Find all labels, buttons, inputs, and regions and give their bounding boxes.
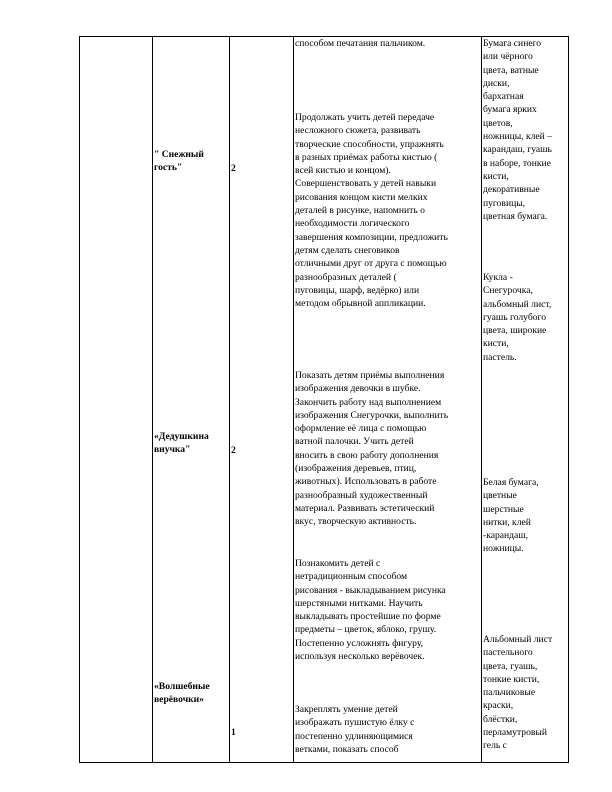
lesson-hours: 2: [231, 445, 236, 456]
lesson-materials: Бумага синего или чёрного цвета, ватные диски, бархатная бумага ярких цветов, ножницы, клей – карандаш, гуашь в наборе, тонкие кисти, декоративные пуговицы, цветная бумага.: [483, 38, 553, 222]
column-border-6: [568, 36, 569, 762]
lesson-content: Закреплять умение детей изображать пушистую ёлку с постепенно удлиняющимися ветками, показать способ: [295, 704, 415, 755]
column-border-4: [293, 36, 294, 762]
lesson-materials: Альбомный лист пастельного цвета, гуашь, тонкие кисти, пальчиковые краски, блёстки, перламутровый гель с: [483, 634, 553, 752]
column-border-2: [152, 36, 153, 762]
lesson-hours: 1: [231, 727, 236, 738]
lesson-title: " Снежный гость": [154, 149, 204, 174]
lesson-content: Продолжать учить детей передаче несложного сюжета, развивать творческие способности, упражнять в разных приёмах работы кистью ( всей кистью и концом). Совершенствовать у детей навыки рисования концом кисти мелких деталей в рисунке, напомнить о необходимости логического завершения композиции, предложить детям сделать снеговиков отличными друг от друга с помощью разнообразных деталей ( пуговицы, шарф, ведёрко) или методом обрывной аппликации.: [295, 112, 448, 310]
lesson-hours: 2: [231, 163, 236, 174]
table-bottom-border: [79, 762, 569, 763]
lesson-materials: Белая бумага, цветные шерстные нитки, клей -карандаш, ножницы.: [483, 477, 539, 555]
lesson-title: «Дедушкина внучка": [154, 431, 209, 456]
lesson-content: Показать детям приёмы выполнения изображения девочки в шубке. Закончить работу над выполнением изображения Снегурочки, выполнить оформление её лица с помощью ватной палочки. Учить детей вносить в свою работу дополнения (изображения деревьев, птиц, животных). Использовать в работе разнообразный художественный материал. Развивать эстетический вкус, творческую активность.: [295, 370, 449, 528]
lesson-materials: Кукла - Снегурочка, альбомный лист, гуашь голубого цвета, широкие кисти, пастель.: [483, 272, 552, 363]
column-border-5: [481, 36, 482, 762]
lesson-content: Познакомить детей с нетрадиционным способом рисования - выкладыванием рисунка шерстяными нитками. Научить выкладывать простейшие по форме предметы – цветок, яблоко, грушу. Постепенно усложнять фигуру, используя несколько верёвочек.: [295, 558, 446, 663]
content-carryover: способом печатания пальчиком.: [295, 38, 426, 49]
column-border-1: [79, 36, 80, 762]
column-border-3: [229, 36, 230, 762]
lesson-title: «Волшебные верёвочки»: [154, 681, 210, 706]
